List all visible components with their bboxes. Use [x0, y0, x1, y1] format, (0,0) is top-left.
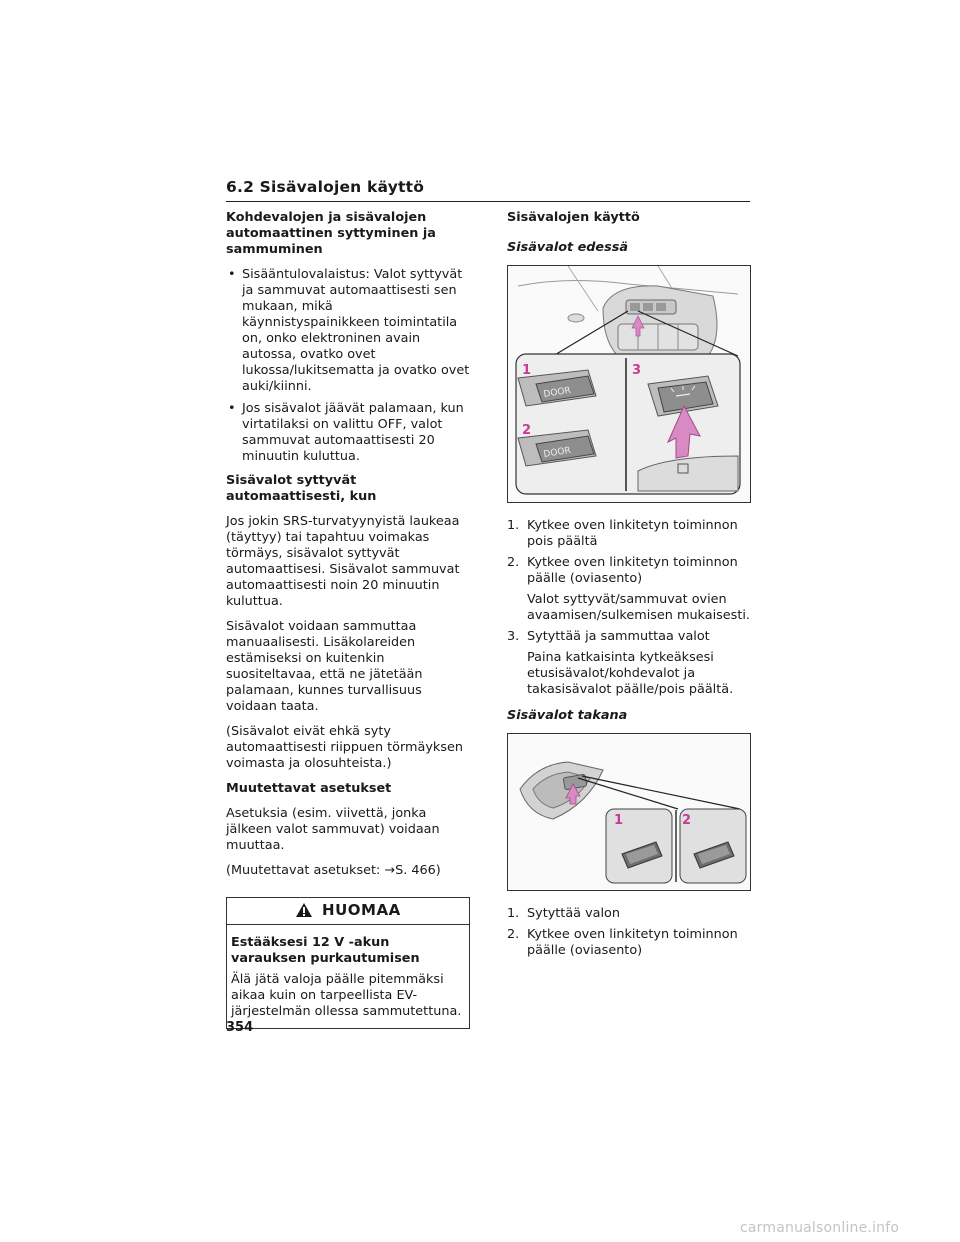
list-item: 3. Sytyttää ja sammuttaa valot Paina katkaisinta kytkeäksesi etusisävalot/kohdevalot ja takasisävalot päälle/pois päältä.: [507, 629, 734, 697]
bullet-item: • Sisääntulovalaistus: Valot syttyvät ja sammuvat automaattisesti sen mukaan, mikä käynnistyspainikkeen toimintatila on, onko elektroninen avain autossa, ovatko ovet lukossa/lukitsematta ja ovatko ovet auki/kiinni.: [226, 267, 470, 395]
paragraph: Asetuksia (esim. viivettä, jonka jälkeen valot sammuvat) voidaan muuttaa.: [226, 806, 440, 853]
notice-header: [227, 898, 469, 925]
callout-1: 1: [614, 813, 624, 828]
notice-text: Älä jätä valoja päälle pitemmäksi aikaa kuin on tarpeellista EV-järjestelmän ollessa sammutettuna.: [231, 972, 462, 1019]
list-item: 2. Kytkee oven linkitetyn toiminnon päälle (oviasento) Valot syttyvät/sammuvat ovien avaamisen/sulkemisen mukaisesti.: [507, 555, 750, 623]
front-lights-illustration: [508, 266, 750, 502]
callout-1: 1: [522, 363, 532, 378]
notice-label: HUOMAA: [322, 901, 401, 919]
list-item: 2. Kytkee oven linkitetyn toiminnon päälle (oviasento): [507, 927, 738, 958]
callout-2: 2: [522, 423, 532, 438]
heading-settings: Muutettavat asetukset: [226, 781, 392, 796]
left-column: [226, 210, 470, 1029]
section-header: 6.2 Sisävalojen käyttö: [226, 178, 750, 202]
door-button-label: DOOR: [542, 445, 572, 460]
bullet-item: • Jos sisävalot jäävät palamaan, kun virtatilaksi on valittu OFF, valot sammuvat automaattisesti 20 minuutin kuluttua.: [226, 401, 470, 465]
notice-title: Estääksesi 12 V -akun varauksen purkautumisen: [231, 935, 420, 966]
notice-box: [226, 897, 470, 1029]
callout-2: 2: [682, 813, 692, 828]
paragraph-settings-link: (Muutettavat asetukset: →S. 466): [226, 863, 441, 878]
heading-usage: Sisävalojen käyttö: [507, 210, 640, 225]
warning-icon: [295, 902, 313, 921]
rear-lights-figure: [507, 733, 751, 891]
heading-auto-on: Sisävalot syttyvät automaattisesti, kun: [226, 473, 377, 504]
list-item: 1. Kytkee oven linkitetyn toiminnon pois päältä: [507, 518, 738, 549]
subheading-front: Sisävalot edessä: [507, 240, 628, 255]
subheading-rear: Sisävalot takana: [507, 708, 628, 723]
paragraph: (Sisävalot eivät ehkä syty automaattisesti riippuen törmäyksen voimasta ja olosuhteista.): [226, 724, 463, 771]
right-column: [507, 210, 751, 969]
door-button-label: DOOR: [542, 385, 572, 400]
paragraph: Jos jokin SRS-turvatyynyistä laukeaa (täyttyy) tai tapahtuu voimakas törmäys, sisävalot syttyvät automaattisesi. Sisävalot sammuvat automaattisesti noin 20 minuutin kuluttua.: [226, 514, 460, 609]
watermark: carmanualsonline.info: [740, 1220, 900, 1236]
front-steps-list: [507, 518, 751, 698]
rear-lights-illustration: [508, 734, 750, 890]
paragraph: Sisävalot voidaan sammuttaa manuaalisesti. Lisäkolareiden estämiseksi on kuitenkin suositeltavaa, että ne jätetään palamaan, kunnes turvallisuus voidaan taata.: [226, 619, 423, 714]
callout-3: 3: [632, 363, 642, 378]
rear-steps-list: [507, 906, 751, 959]
front-lights-figure: [507, 265, 751, 503]
list-item: 1. Sytyttää valon: [507, 906, 620, 921]
notice-body: [227, 925, 469, 1028]
bullet-list: [226, 267, 470, 465]
heading-auto-lights: Kohdevalojen ja sisävalojen automaattinen syttyminen ja sammuminen: [226, 210, 436, 257]
page-number: 354: [226, 1020, 254, 1035]
